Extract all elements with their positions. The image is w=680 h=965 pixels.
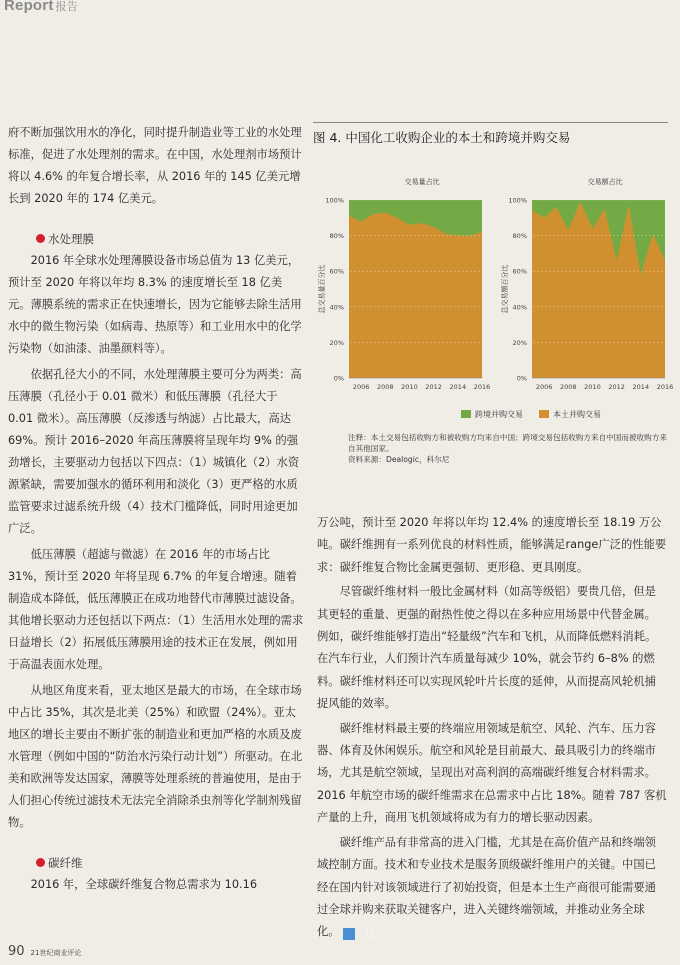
x-tick-label: 2016 [473,383,491,391]
x-tick-label: 2008 [559,383,577,391]
figure-source: 资料来源：Dealogic，科尔尼 [348,455,450,464]
bullet-dot-icon [36,234,45,243]
legend-swatch-cross-border [461,410,471,418]
y-tick-label: 80% [512,232,527,241]
x-tick-label: 2016 [656,383,674,391]
page-header [0,0,680,16]
chart-legend [461,409,601,419]
figure-note-text: 注释：本土交易包括收购方和被收购方均来自中国；跨境交易包括收购方来自中国而被收购方来自其他国家。 [348,433,667,453]
y-tick-label: 80% [329,232,344,241]
legend-label-domestic: 本土并购交易 [553,410,601,419]
publication-name: 21世纪商业评论 [30,949,82,957]
y-tick-label: 100% [508,196,527,205]
section-label [4,0,78,14]
domestic-area [349,212,482,378]
figure-title: 图 4. 中国化工收购企业的本土和跨境并购交易 [313,130,571,145]
end-mark-icon: 已 [343,928,355,940]
section-label-cn: 报告 [55,1,78,13]
page-footer [8,944,81,959]
x-tick-label: 2012 [425,383,442,391]
chart-panel-volume [317,177,490,391]
y-tick-label: 40% [512,303,527,312]
x-tick-label: 2014 [449,383,467,391]
left-paragraph-2: 2016 年全球水处理薄膜设备市场总值为 13 亿美元，预计至 2020 年将以年均 8.3% 的速度增长至 18 亿美元。薄膜系统的需求正在快速增长，因为它能够去除生活用水中的微生物污染（如病毒、热原等）和工业用水中的化学污染物（如油漆、油墨颜料等）。 [8,254,302,355]
page-number: 90 [8,944,25,959]
legend-swatch-domestic [539,410,549,418]
x-tick-label: 2014 [632,383,650,391]
panel-title: 交易量占比 [404,178,440,186]
x-tick-label: 2010 [584,383,601,391]
left-paragraph-5: 从地区角度来看，亚太地区是最大的市场，在全球市场中占比 35%，其次是北美（25%）和欧盟（24%）。亚太地区的增长主要由不断扩张的制造业和更加严格的水质及废水管理（例如中国的“防治水污染行动计划”）所驱动。在北美和欧洲等发达国家，薄膜等处理系统的普遍使用，是由于人们担心传统过滤技术无法完全消除杀虫剂等化学制剂残留物。 [8,684,303,829]
section-heading-membrane [8,228,304,250]
y-tick-label: 100% [325,196,344,205]
right-column [317,512,667,946]
x-tick-label: 2006 [535,383,553,391]
right-paragraph-3: 碳纤维材料最主要的终端应用领域是航空、风轮、汽车、压力容器、体育及休闲娱乐。航空和风轮是目前最大、最具吸引力的终端市场，尤其是航空领域，呈现出对高利润的高端碳纤维复合材料需求。2016 年航空市场的碳纤维需求在总需求中占比 18%。随着 787 客机产量的上升，商用飞机领域将成为有力的增长驱动因素。 [317,721,667,825]
bullet-dot-icon [36,858,45,867]
y-axis-label: 总交易量百分比 [318,264,326,314]
right-paragraph-4-text: 碳纤维产品有非常高的进入门槛，尤其是在高价值产品和终端领域控制方面。技术和专业技术是服务顶级碳纤维用户的关键。中国已经在国内针对该领域进行了初始投资，但是本土生产商很可能需要通过全球并购来获取关键客户，进入关键终端领域，并推动业务全球化。 [317,835,656,939]
x-tick-label: 2008 [376,383,394,391]
right-paragraph-2: 尽管碳纤维材料一般比金属材料（如高等级铝）要贵几倍，但是其更轻的重量、更强的耐热性使之得以在多种应用场景中代替金属。例如，碳纤维能够打造出“轻量级”汽车和飞机，从而降低燃料消耗。在汽车行业，人们预计汽车质量每减少 10%，就会节约 6–8% 的燃料。碳纤维材料还可以实现风轮叶片长度的延伸，从而提高风轮机捕捉风能的效率。 [317,585,657,711]
section-heading-carbon-fiber [8,852,304,874]
figure-chart [313,170,674,426]
x-tick-label: 2010 [401,383,418,391]
right-paragraph-1: 万公吨，预计至 2020 年将以年均 12.4% 的速度增长至 18.19 万公吨。碳纤维拥有一系列优良的材料性质，能够满足range广泛的性能要求：碳纤维复合物比金属更强韧、更形稳、更具刚度。 [317,516,667,574]
left-paragraph-6: 2016 年，全球碳纤维复合物总需求为 10.16 [30,878,258,891]
figure-note [348,432,668,465]
y-tick-label: 0% [516,374,527,383]
y-tick-label: 20% [329,338,344,347]
y-tick-label: 20% [512,338,527,347]
y-tick-label: 40% [329,303,344,312]
y-tick-label: 60% [329,267,344,276]
left-column [8,122,304,900]
section-label-en: Report [4,0,54,14]
left-paragraph-1: 府不断加强饮用水的净化，同时提升制造业等工业的水处理标准，促进了水处理剂的需求。在中国，水处理剂市场预计将以 4.6% 的年复合增长率，从 2016 年的 145 亿美元增长到 2020 年的 174 亿美元。 [8,126,302,205]
panel-title: 交易额占比 [587,178,623,186]
section-heading-text: 水处理膜 [48,232,94,246]
chart-panel-value [500,177,673,391]
x-tick-label: 2006 [352,383,370,391]
legend-label-cross-border: 跨境并购交易 [475,410,523,419]
left-paragraph-4: 低压薄膜（超滤与微滤）在 2016 年的市场占比 31%，预计至 2020 年将呈现 6.7% 的年复合增速。随着制造成本降低，低压薄膜正在成功地替代市薄膜过滤设备。其他增长驱动力还包括以下两点：（1）生活用水处理的需求日益增长（2）拓展低压薄膜用途的技术正在发展，例如用于高温表面水处理。 [8,548,304,671]
right-paragraph-4 [317,832,667,944]
y-tick-label: 0% [333,374,344,383]
left-paragraph-3: 依据孔径大小的不同，水处理薄膜主要可分为两类：高压薄膜（孔径小于 0.01 微米）和低压薄膜（孔径大于 0.01 微米）。高压薄膜（反渗透与纳滤）占比最大，高达 69%。预计 2016–2020 年高压薄膜将呈现年均 9% 的强劲增长，主要驱动力包括以下四点：（1）城镇化（2）水资源紧缺，需要加强水的循环利用和淡化（3）更严格的水质监管要求过滤系统升级（4）技术门槛降低，同时用途更加广泛。 [8,368,302,535]
y-axis-label: 总交易额百分比 [501,264,509,314]
y-tick-label: 60% [512,267,527,276]
figure-top-rule [313,122,668,123]
section-heading-text: 碳纤维 [48,856,83,870]
x-tick-label: 2012 [608,383,625,391]
